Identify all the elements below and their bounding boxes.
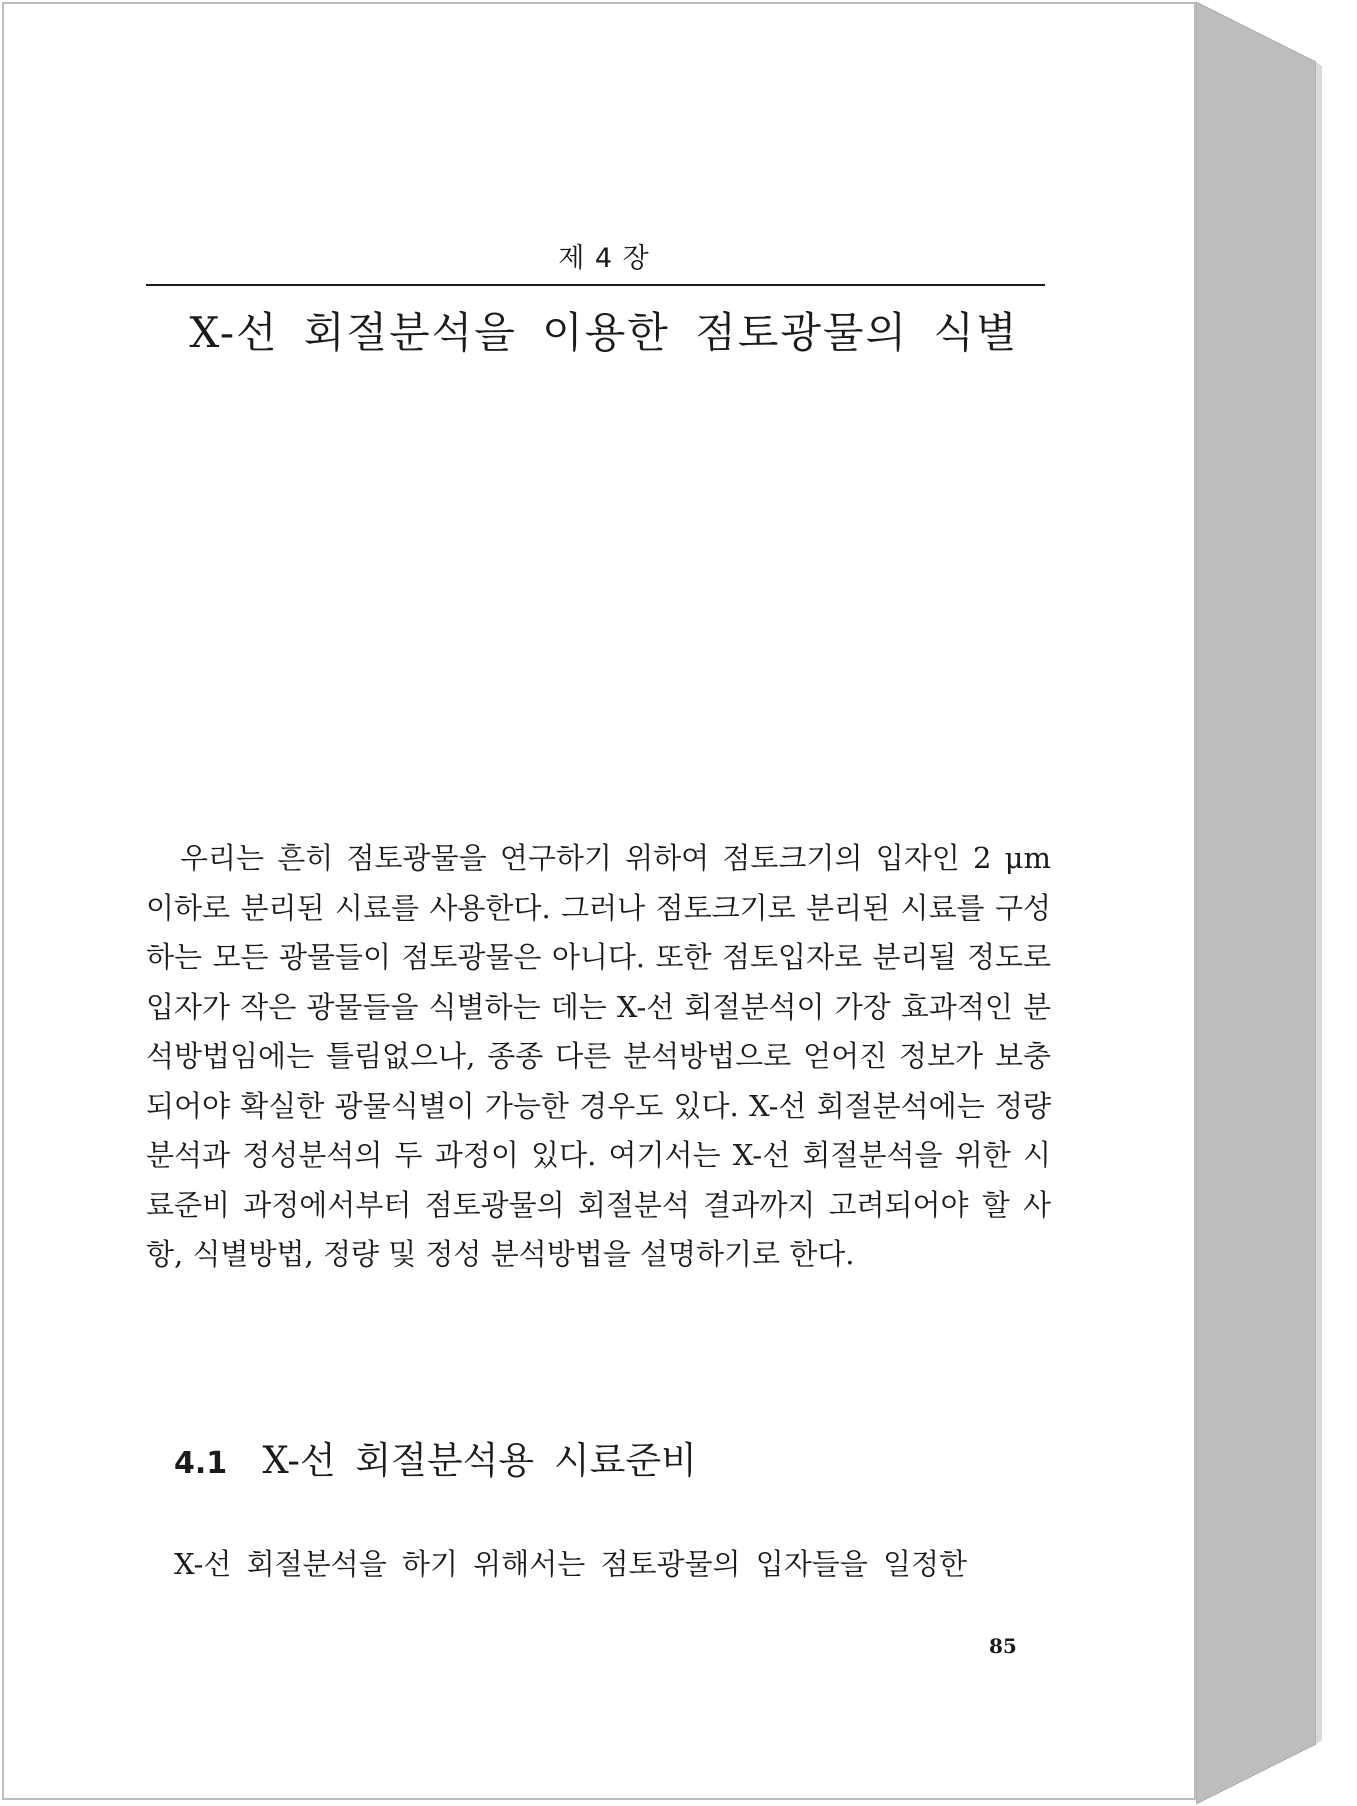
section-heading <box>174 1430 697 1484</box>
section-first-line: X-선 회절분석을 하기 위해서는 점토광물의 입자들을 일정한 <box>174 1547 968 1581</box>
chapter-divider <box>146 284 1045 286</box>
intro-paragraph: 우리는 흔히 점토광물을 연구하기 위하여 점토크기의 입자인 2 μm 이하로 분리된 시료를 사용한다. 그러나 점토크기로 분리된 시료를 구성하는 모든 광물들이 점토광물은 아니다. 또한 점토입자로 분리될 정도로 입자가 작은 광물들을 식별하는 데는 X-선 회절분석이 가장 효과적인 분석방법임에는 틀림없으나, 종종 다른 분석방법으로 얻어진 정보가 보충되어야 확실한 광물식별이 가능한 경우도 있다. X-선 회절분석에는 정량분석과 정성분석의 두 과정이 있다. 여기서는 X-선 회절분석을 위한 시료준비 과정에서부터 점토광물의 회절분석 결과까지 고려되어야 할 사항, 식별방법, 정량 및 정성 분석방법을 설명하기로 한다. <box>146 841 1051 1271</box>
chapter-title: X-선 회절분석을 이용한 점토광물의 식별 <box>189 308 1019 357</box>
book-page <box>2 2 1196 1800</box>
section-number: 4.1 <box>174 1446 228 1481</box>
book-edge-graphic <box>1196 0 1357 1806</box>
chapter-label: 제 4 장 <box>558 243 650 274</box>
section-title: X-선 회절분석용 시료준비 <box>262 1439 697 1482</box>
book-edge <box>1196 0 1357 1806</box>
page-number: 85 <box>989 1634 1017 1658</box>
